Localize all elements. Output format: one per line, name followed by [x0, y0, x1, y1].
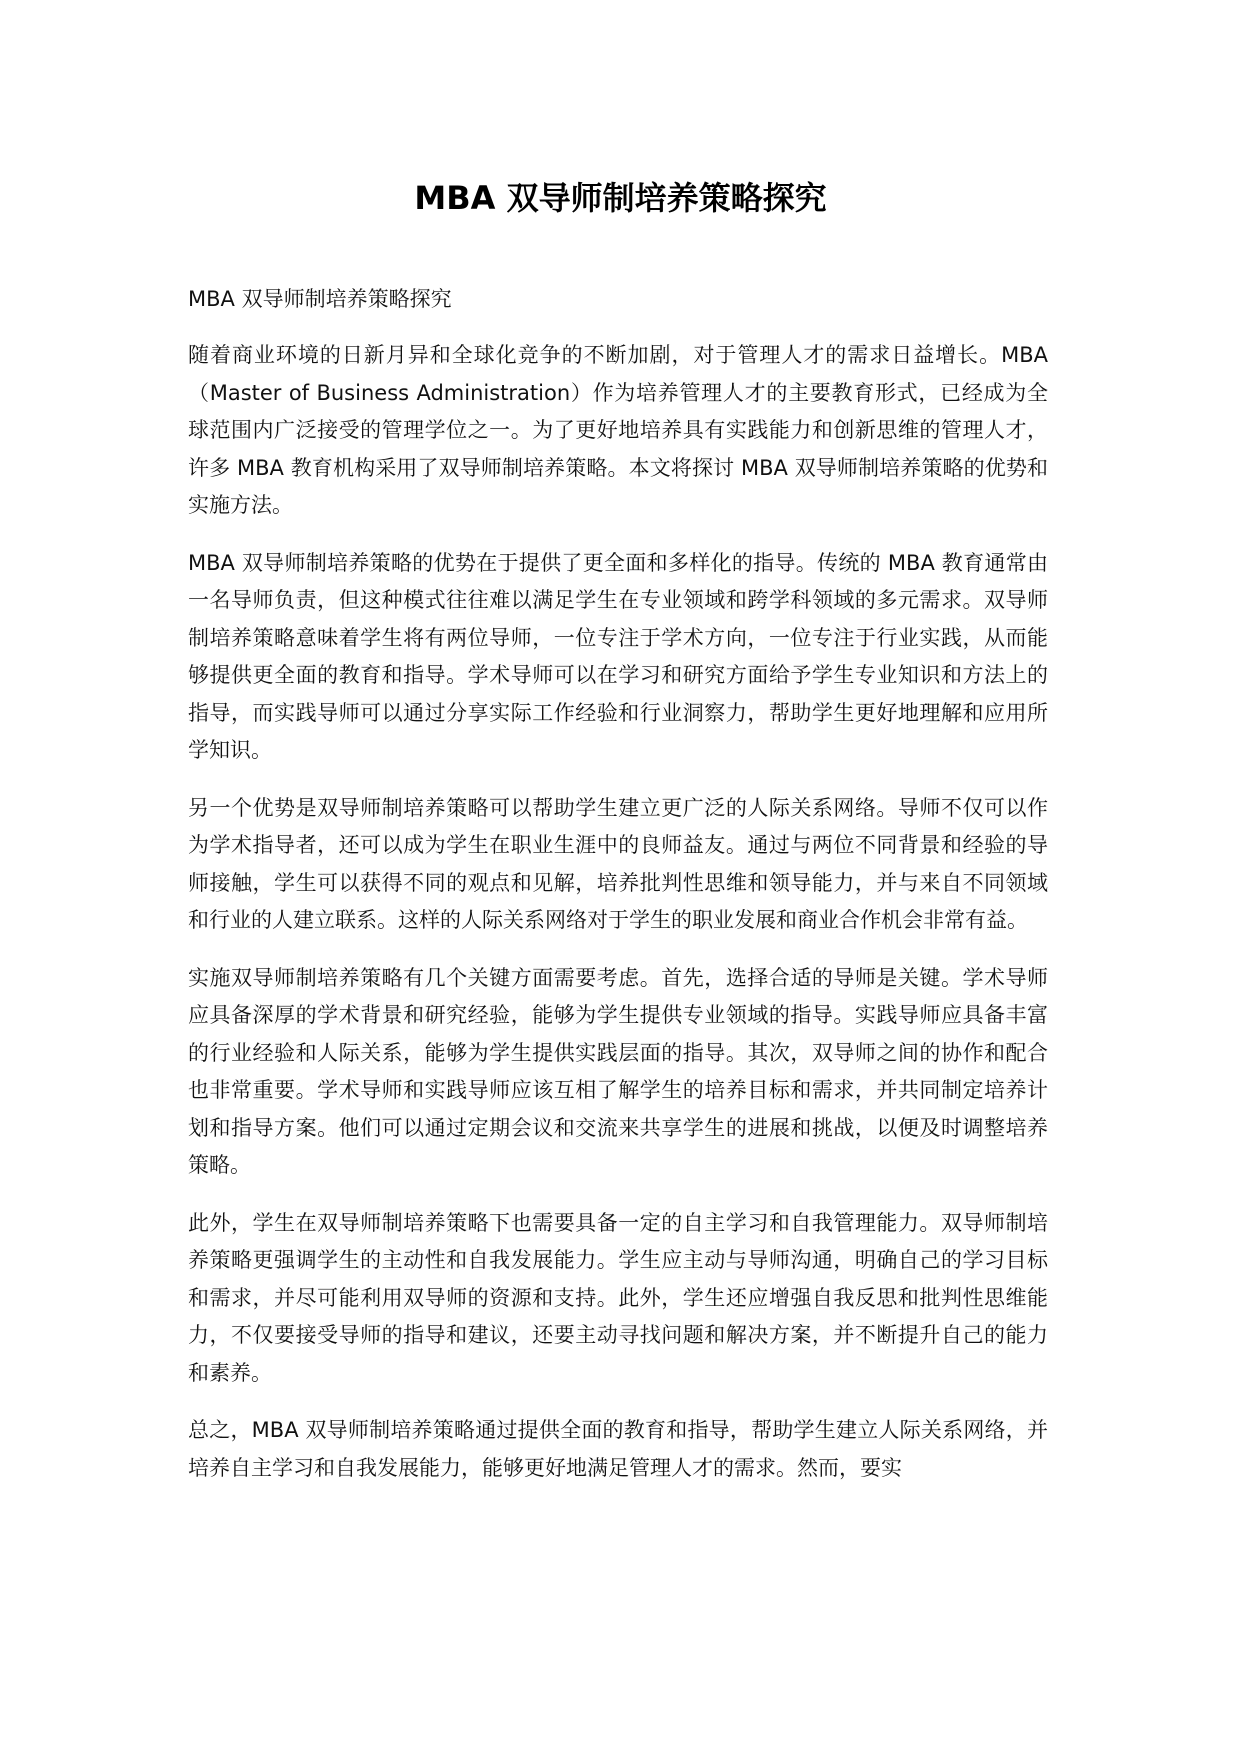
paragraph-intro: 随着商业环境的日新月异和全球化竞争的不断加剧，对于管理人才的需求日益增长。MBA（Master of Business Administration）作为培养管理人才的主要教育形式，已经成为全球范围内广泛接受的管理学位之一。为了更好地培养具有实践能力和创新思维的管理人才，许多 MBA 教育机构采用了双导师制培养策略。本文将探讨 MBA 双导师制培养策略的优势和实施方法。: [188, 343, 1048, 517]
paragraph-advantage-guidance: MBA 双导师制培养策略的优势在于提供了更全面和多样化的指导。传统的 MBA 教育通常由一名导师负责，但这种模式往往难以满足学生在专业领域和跨学科领域的多元需求。双导师制培养策略意味着学生将有两位导师，一位专注于学术方向，一位专注于行业实践，从而能够提供更全面的教育和指导。学术导师可以在学习和研究方面给予学生专业知识和方法上的指导，而实践导师可以通过分享实际工作经验和行业洞察力，帮助学生更好地理解和应用所学知识。: [188, 550, 1048, 762]
paragraph-student-autonomy: 此外，学生在双导师制培养策略下也需要具备一定的自主学习和自我管理能力。双导师制培养策略更强调学生的主动性和自我发展能力。学生应主动与导师沟通，明确自己的学习目标和需求，并尽可能利用双导师的资源和支持。此外，学生还应增强自我反思和批判性思维能力，不仅要接受导师的指导和建议，还要主动寻找问题和解决方案，并不断提升自己的能力和素养。: [188, 1210, 1048, 1385]
document-subtitle: MBA 双导师制培养策略探究: [188, 287, 452, 311]
paragraph-conclusion: 总之，MBA 双导师制培养策略通过提供全面的教育和指导，帮助学生建立人际关系网络，并培养自主学习和自我发展能力，能够更好地满足管理人才的需求。然而，要实: [188, 1418, 1048, 1480]
paragraph-advantage-network: 另一个优势是双导师制培养策略可以帮助学生建立更广泛的人际关系网络。导师不仅可以作为学术指导者，还可以成为学生在职业生涯中的良师益友。通过与两位不同背景和经验的导师接触，学生可以获得不同的观点和见解，培养批判性思维和领导能力，并与来自不同领域和行业的人建立联系。这样的人际关系网络对于学生的职业发展和商业合作机会非常有益。: [188, 795, 1048, 932]
document-body: [188, 281, 1048, 1507]
paragraph-implementation: 实施双导师制培养策略有几个关键方面需要考虑。首先，选择合适的导师是关键。学术导师应具备深厚的学术背景和研究经验，能够为学生提供专业领域的指导。实践导师应具备丰富的行业经验和人际关系，能够为学生提供实践层面的指导。其次，双导师之间的协作和配合也非常重要。学术导师和实践导师应该互相了解学生的培养目标和需求，并共同制定培养计划和指导方案。他们可以通过定期会议和交流来共享学生的进展和挑战，以便及时调整培养策略。: [188, 965, 1048, 1177]
document-title: MBA 双导师制培养策略探究: [414, 179, 827, 217]
